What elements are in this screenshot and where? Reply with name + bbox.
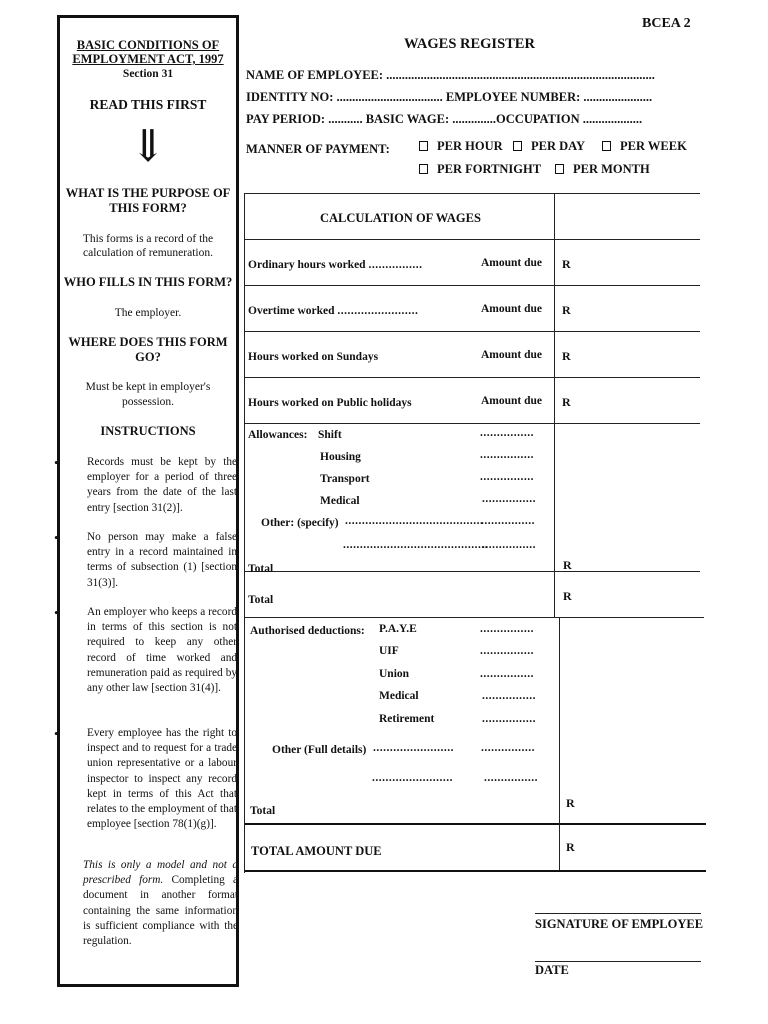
sunday-hours-row[interactable]: Hours worked on Sundays (248, 351, 379, 363)
basic-wage-label: BASIC WAGE: (365, 112, 450, 126)
instructions-heading: INSTRUCTIONS (100, 424, 196, 438)
payment-option-per-fortnight[interactable]: PER FORTNIGHT (419, 162, 541, 177)
table-divider (244, 331, 700, 332)
bullet-icon: • (54, 530, 59, 545)
checkbox-icon[interactable] (555, 164, 564, 174)
checkbox-icon[interactable] (513, 141, 522, 151)
allowance-transport: Transport (320, 473, 370, 485)
checkbox-icon[interactable] (419, 141, 428, 151)
deduction-union: Union (379, 668, 410, 680)
payment-option-per-day[interactable]: PER DAY (513, 139, 585, 154)
instructions-panel: BASIC CONDITIONS OF EMPLOYMENT ACT, 1997 Section 31 READ THIS FIRST ⇓ WHAT IS THE PURPOSE OF THIS FORM? This forms is a record of the calculation of remuneration. WHO FILLS IN THIS FORM? The employer. WHERE DOES THIS FORM GO? Must be kept in employer's possession. INSTRUCTIONS • Records must be kept by the employer for a period of three years from the date of the last entry [section 31(2)]. • No person may make a false entry in a record maintained in terms of subsection (1) [section 31(3)]. • An employer who keeps a record in terms of this section is not required to keep any other record of time worked and remuneration paid as required by any other law [section 31(4)]. • Every employee has the right to inspect and to request for a trade union representative or a labour inspector to inspect any record kept in terms of this Act that relates to the employment of that employee [section 78(1)(g)]. This is only a model and not a prescribed form. Completing a document in another format containing the same information is sufficient compliance with the regulation. (57, 15, 239, 987)
rand-symbol: R (563, 589, 572, 603)
purpose-answer-line1: This forms is a record of the (82, 233, 214, 245)
act-title-line1: BASIC CONDITIONS OF (76, 38, 220, 52)
other-full-details-dots[interactable]: ........................ (373, 742, 454, 754)
note-rest: Completing a document in another format containing the same information is sufficient compliance with the regulation. (83, 874, 239, 948)
form-code: BCEA 2 (642, 16, 691, 31)
table-divider (244, 823, 706, 825)
employee-number-label: EMPLOYEE NUMBER: (445, 90, 581, 104)
employee-name-field[interactable] (246, 68, 655, 83)
total-amount-due-label: TOTAL AMOUNT DUE (251, 844, 382, 858)
allowance-shift: Shift (318, 429, 342, 441)
occupation-dots: ................... (582, 112, 643, 126)
allowance-medical: Medical (320, 495, 360, 507)
purpose-question-line1: WHAT IS THE PURPOSE OF (65, 186, 231, 200)
allowance-medical-dots[interactable]: ................ (482, 493, 536, 505)
deduction-retirement: Retirement (379, 713, 435, 725)
pay-period-field[interactable] (246, 112, 642, 127)
allowance-shift-dots[interactable]: ................ (480, 427, 534, 439)
down-arrow-icon: ⇓ (129, 122, 167, 171)
allowance-transport-dots[interactable]: ................ (480, 471, 534, 483)
act-section: Section 31 (122, 68, 174, 80)
payment-option-per-week[interactable]: PER WEEK (602, 139, 687, 154)
allowances-label: Allowances: (248, 429, 308, 441)
other-full-details-amount-dots[interactable]: ................ (481, 742, 535, 754)
bullet-icon: • (54, 455, 59, 470)
other-full-details-amount-dots-2[interactable]: ................ (484, 772, 538, 784)
table-divider (244, 193, 700, 194)
where-form-question-line2: GO? (135, 350, 161, 364)
table-divider (244, 571, 700, 572)
allowance-housing: Housing (320, 451, 361, 463)
pay-period-label: PAY PERIOD: (246, 112, 326, 126)
occupation-label: OCCUPATION (496, 112, 580, 126)
table-left-border (244, 193, 245, 873)
model-form-note (83, 858, 238, 949)
purpose-answer-line2: calculation of remuneration. (83, 247, 213, 259)
act-title-line2: EMPLOYMENT ACT, 1997 (72, 52, 224, 66)
deduction-union-dots[interactable]: ................ (480, 668, 534, 680)
rand-symbol: R (566, 840, 575, 854)
deductions-label: Authorised deductions: (250, 625, 365, 637)
deduction-medical-dots[interactable]: ................ (482, 690, 536, 702)
amount-due-label: Amount due (481, 303, 543, 315)
gross-total-label: Total (248, 594, 274, 606)
rand-symbol: R (566, 796, 575, 810)
checkbox-icon[interactable] (419, 164, 428, 174)
employee-number-dots: ...................... (583, 90, 653, 104)
where-form-answer-line1: Must be kept in employer's (85, 381, 211, 393)
identity-number-label: IDENTITY NO: (246, 90, 334, 104)
deductions-total-label: Total (250, 805, 276, 817)
other-specify-amount-dots[interactable]: ................ (481, 515, 535, 527)
who-fills-answer: The employer. (114, 307, 182, 319)
read-first-heading: READ THIS FIRST (89, 97, 207, 112)
note-italic: This is only a model and not a prescribed form. (83, 859, 238, 887)
other-specify-dots-2[interactable]: ........................................... (343, 539, 489, 551)
signature-line[interactable] (535, 913, 701, 914)
amount-column-border (554, 193, 555, 617)
amount-due-label: Amount due (481, 395, 543, 407)
other-specify-dots[interactable]: ......................................... (345, 515, 484, 527)
checkbox-icon[interactable] (602, 141, 611, 151)
deduction-uif: UIF (379, 645, 399, 657)
purpose-question-line2: THIS FORM? (109, 201, 187, 215)
where-form-answer-line2: possession. (121, 396, 175, 408)
other-full-details-dots-2[interactable]: ........................ (372, 772, 453, 784)
bullet-icon: • (54, 726, 59, 741)
calculation-heading: CALCULATION OF WAGES (320, 211, 481, 225)
deduction-retirement-dots[interactable]: ................ (482, 713, 536, 725)
allowance-housing-dots[interactable]: ................ (480, 449, 534, 461)
deduction-paye: P.A.Y.E (379, 623, 417, 635)
other-specify-label: Other: (specify) (261, 517, 339, 529)
rand-symbol: R (562, 349, 571, 363)
rand-symbol: R (563, 558, 572, 572)
rand-symbol: R (562, 395, 571, 409)
ordinary-hours-row[interactable]: Ordinary hours worked ................ (248, 259, 423, 271)
employee-name-label: NAME OF EMPLOYEE: (246, 68, 384, 82)
identity-number-field[interactable] (246, 90, 652, 105)
other-full-details-label: Other (Full details) (272, 744, 367, 756)
other-specify-amount-dots-2[interactable]: ................ (482, 539, 536, 551)
deduction-paye-dots[interactable]: ................ (480, 623, 534, 635)
table-divider (244, 239, 700, 240)
signature-label: SIGNATURE OF EMPLOYEE (535, 917, 704, 931)
payment-option-per-month[interactable]: PER MONTH (555, 162, 650, 177)
employee-name-dots: ...................................................................................... (386, 68, 655, 82)
table-divider (244, 617, 704, 618)
date-label: DATE (535, 963, 569, 977)
payment-option-per-hour[interactable]: PER HOUR (419, 139, 503, 154)
where-form-question-line1: WHERE DOES THIS FORM (68, 335, 228, 349)
allowances-total-label: Total (248, 563, 274, 575)
bullet-icon: • (54, 605, 59, 620)
deduction-medical: Medical (379, 690, 419, 702)
pay-period-dots: ........... (328, 112, 363, 126)
amount-column-border (559, 617, 560, 870)
table-divider (244, 423, 700, 424)
table-divider (244, 870, 706, 872)
who-fills-question: WHO FILLS IN THIS FORM? (63, 275, 233, 289)
amount-due-label: Amount due (481, 257, 543, 269)
rand-symbol: R (562, 303, 571, 317)
manner-of-payment-label: MANNER OF PAYMENT: (246, 142, 390, 156)
public-holiday-hours-row[interactable]: Hours worked on Public holidays (248, 397, 412, 409)
overtime-row[interactable]: Overtime worked ........................ (248, 305, 419, 317)
table-divider (244, 285, 700, 286)
table-divider (244, 377, 700, 378)
deduction-uif-dots[interactable]: ................ (480, 645, 534, 657)
date-line[interactable] (535, 961, 701, 962)
basic-wage-dots: .............. (452, 112, 497, 126)
rand-symbol: R (562, 257, 571, 271)
amount-due-label: Amount due (481, 349, 543, 361)
form-title: WAGES REGISTER (404, 36, 535, 52)
identity-number-dots: .................................. (336, 90, 443, 104)
